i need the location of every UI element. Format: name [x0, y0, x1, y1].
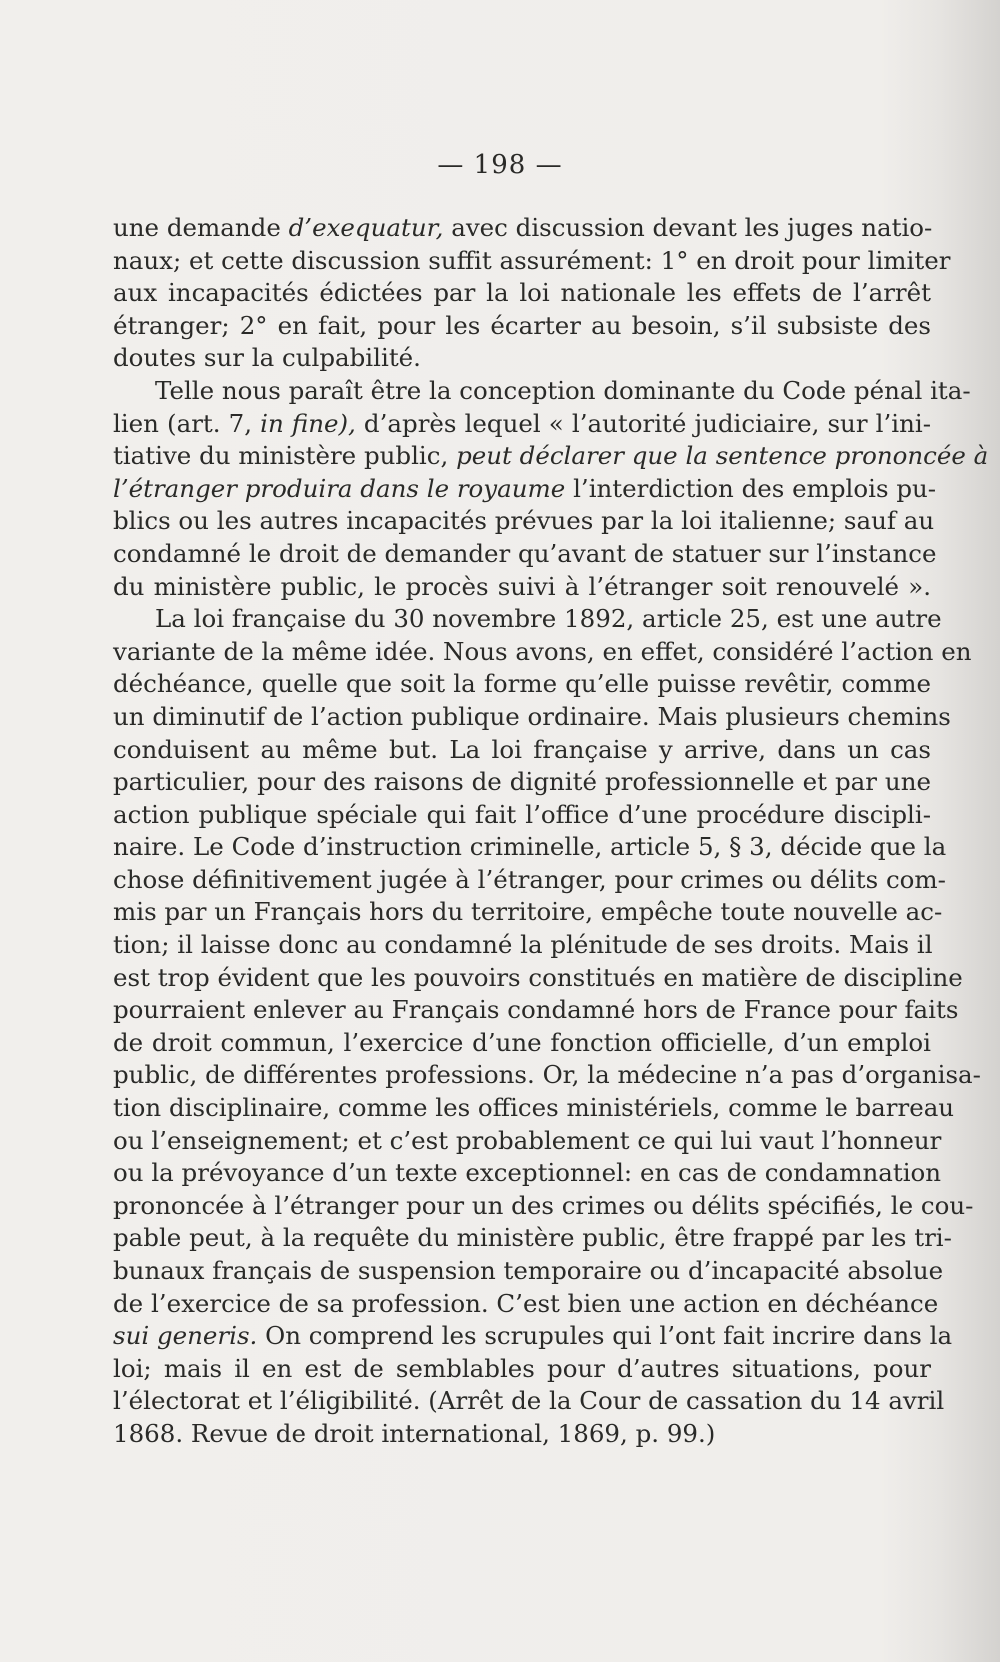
text-line: [113, 375, 971, 408]
body-text: [113, 212, 989, 1451]
text-run: mis par un Français hors du territoire, empêche toute nouvelle ac-: [113, 897, 943, 927]
text-line: [113, 896, 943, 929]
text-run: La loi française du 30 novembre 1892, article 25, est une autre: [155, 604, 942, 634]
text-line: [113, 1385, 945, 1418]
italic-text: l’étranger produira dans le royaume: [113, 473, 566, 503]
text-run: tion; il laisse donc au condamné la plénitude de ses droits. Mais il: [113, 930, 933, 960]
text-run: 1868. Revue de droit international, 1869, p. 99.): [113, 1418, 716, 1448]
text-line: [113, 212, 931, 245]
italic-text: peut déclarer que la sentence prononcée à: [456, 441, 989, 471]
text-line: [113, 864, 946, 897]
text-line: [113, 538, 937, 571]
text-line: [113, 799, 931, 832]
text-run: variante de la même idée. Nous avons, en effet, considéré l’action en: [113, 636, 972, 666]
text-line: [113, 342, 931, 375]
text-run: l’interdiction des emplois pu-: [565, 473, 937, 503]
italic-text: d’exequatur,: [288, 213, 444, 242]
italic-text: sui generis.: [113, 1321, 258, 1351]
text-run: naire. Le Code d’instruction criminelle, article 5, § 3, décide que la: [113, 832, 947, 862]
text-line: [113, 994, 959, 1027]
text-run: public, de différentes professions. Or, la médecine n’a pas d’organisa-: [113, 1060, 981, 1090]
text-run: est trop évident que les pouvoirs constitués en matière de discipline: [113, 962, 963, 992]
text-line: [113, 1125, 942, 1158]
text-run: prononcée à l’étranger pour un des crimes ou délits spécifiés, le cou-: [113, 1190, 974, 1220]
text-run: de l’exercice de sa profession. C’est bien une action en déchéance: [113, 1288, 939, 1318]
text-run: conduisent au même but. La loi française y arrive, dans un cas: [113, 734, 931, 764]
text-line: [113, 1353, 931, 1386]
text-line: [113, 962, 963, 995]
text-run: pable peut, à la requête du ministère public, être frappé par les tri-: [113, 1223, 952, 1253]
text-line: [113, 636, 972, 669]
text-run: une demande: [113, 213, 289, 242]
text-line: [113, 1222, 952, 1255]
text-run: d’après lequel « l’autorité judiciaire, sur l’ini-: [355, 408, 931, 438]
page-number: — 198 —: [437, 150, 563, 180]
text-line: [113, 505, 935, 538]
text-line: [113, 1027, 931, 1060]
text-run: lien (art. 7,: [113, 408, 261, 438]
text-run: doutes sur la culpabilité.: [113, 343, 421, 373]
text-line: [113, 1157, 942, 1190]
text-run: déchéance, quelle que soit la forme qu’elle puisse revêtir, comme: [113, 669, 931, 699]
text-line: [113, 310, 931, 343]
text-line: [113, 440, 989, 473]
text-run: du ministère public, le procès suivi à l’étranger soit renouvelé ».: [113, 571, 931, 601]
text-run: étranger; 2° en fait, pour les écarter au besoin, s’il subsiste des: [113, 310, 931, 340]
text-line: [113, 701, 951, 734]
text-line: [113, 831, 947, 864]
text-run: bunaux français de suspension temporaire ou d’incapacité absolue: [113, 1256, 944, 1285]
text-run: loi; mais il en est de semblables pour d’autres situations, pour: [113, 1353, 931, 1383]
text-run: ou l’enseignement; et c’est probablement ce qui lui vaut l’honneur: [113, 1125, 942, 1155]
text-run: chose définitivement jugée à l’étranger, pour crimes ou délits com-: [113, 864, 946, 894]
text-run: action publique spéciale qui fait l’office d’une procédure discipli-: [113, 799, 931, 829]
text-run: de droit commun, l’exercice d’une fonction officielle, d’un emploi: [113, 1027, 931, 1057]
text-run: particulier, pour des raisons de dignité professionnelle et par une: [113, 767, 931, 797]
text-line: [113, 1255, 944, 1288]
text-line: [113, 1288, 939, 1321]
text-line: [113, 1190, 974, 1223]
text-line: [113, 408, 931, 441]
text-run: avec discussion devant les juges natio-: [443, 213, 933, 242]
text-line: [113, 929, 931, 962]
text-line: [113, 1059, 981, 1092]
text-line: [113, 277, 931, 310]
text-run: tiative du ministère public,: [113, 441, 457, 471]
text-run: ou la prévoyance d’un texte exceptionnel: en cas de condamnation: [113, 1158, 942, 1188]
text-run: pourraient enlever au Français condamné hors de France pour faits: [113, 995, 959, 1025]
text-line: [113, 734, 931, 767]
text-line: [113, 668, 931, 701]
text-line: [113, 1092, 955, 1125]
text-run: tion disciplinaire, comme les offices ministériels, comme le barreau: [113, 1093, 955, 1123]
text-line: [113, 1418, 931, 1451]
text-line: [113, 245, 951, 278]
italic-text: in fine),: [260, 408, 356, 438]
text-run: l’électorat et l’éligibilité. (Arrêt de la Cour de cassation du 14 avril: [113, 1386, 945, 1416]
text-line: [113, 603, 942, 636]
text-run: naux; et cette discussion suffit assurément: 1° en droit pour limiter: [113, 245, 951, 275]
text-line: [113, 1320, 953, 1353]
text-line: [113, 766, 931, 799]
text-run: condamné le droit de demander qu’avant de statuer sur l’instance: [113, 538, 937, 568]
text-run: Telle nous paraît être la conception dominante du Code pénal ita-: [155, 375, 971, 405]
text-run: aux incapacités édictées par la loi nationale les effets de l’arrêt: [113, 278, 931, 308]
text-line: [113, 571, 931, 604]
text-run: un diminutif de l’action publique ordinaire. Mais plusieurs chemins: [113, 701, 951, 731]
text-line: [113, 473, 937, 506]
text-run: blics ou les autres incapacités prévues par la loi italienne; sauf au: [113, 506, 935, 536]
text-run: On comprend les scrupules qui l’ont fait incrire dans la: [257, 1321, 953, 1351]
